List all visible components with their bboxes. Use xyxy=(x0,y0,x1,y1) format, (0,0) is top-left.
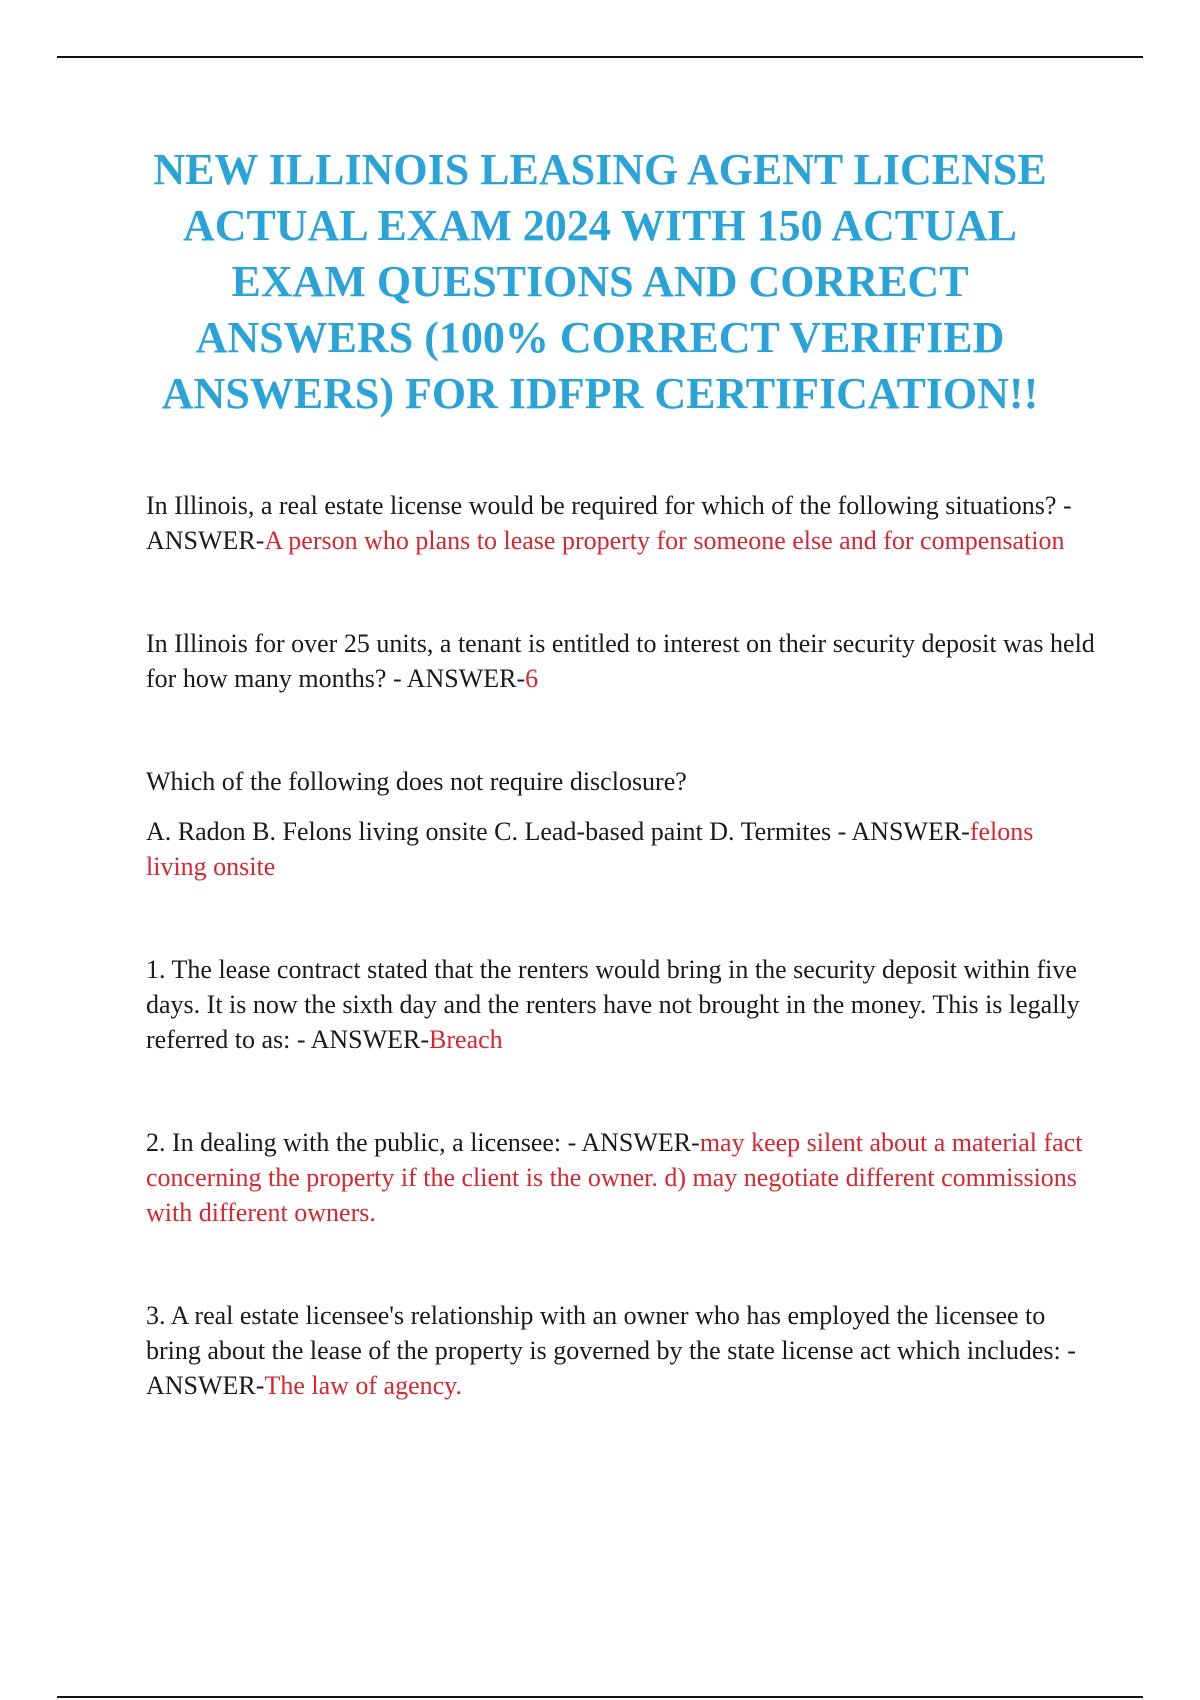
question-text: 3. A real estate licensee's relationship with an owner who has employed the licensee to bring about the lease of the property is governed by the state license act which includes: - ANSWER- xyxy=(146,1301,1076,1400)
answer-text: felons living onsite xyxy=(146,817,1034,881)
qa-item-4 xyxy=(146,952,1096,1057)
answer-text: Breach xyxy=(429,1025,503,1054)
question-text: In Illinois, a real estate license would be required for which of the following situations? - ANSWER- xyxy=(146,491,1072,555)
qa-content xyxy=(146,488,1096,1403)
top-rule xyxy=(57,56,1143,58)
question-text: Which of the following does not require disclosure? xyxy=(146,767,687,796)
answer-text: may keep silent about a material fact concerning the property if the client is the owner. d) may negotiate different commissions with different owners. xyxy=(146,1128,1083,1227)
answer-text: A person who plans to lease property for someone else and for compensation xyxy=(264,526,1065,555)
bottom-rule xyxy=(57,1696,1143,1698)
qa-item-5 xyxy=(146,1125,1096,1230)
answer-text: 6 xyxy=(525,664,539,693)
qa-item-3 xyxy=(146,764,1096,884)
qa-item-1 xyxy=(146,488,1096,558)
document-title: NEW ILLINOIS LEASING AGENT LICENSE ACTUAL EXAM 2024 WITH 150 ACTUAL EXAM QUESTIONS AND CORRECT ANSWERS (100% CORRECT VERIFIED ANSWERS) FOR IDFPR CERTIFICATION!! xyxy=(153,145,1047,418)
qa-item-2 xyxy=(146,626,1096,696)
question-text: In Illinois for over 25 units, a tenant is entitled to interest on their security deposit was held for how many months? - ANSWER- xyxy=(146,629,1095,693)
answer-text: The law of agency. xyxy=(264,1371,462,1400)
qa-item-6 xyxy=(146,1298,1096,1403)
question-text: 1. The lease contract stated that the renters would bring in the security deposit within five days. It is now the sixth day and the renters have not brought in the money. This is legally referred to as: - ANSWER- xyxy=(146,955,1080,1054)
question-options: A. Radon B. Felons living onsite C. Lead-based paint D. Termites - ANSWER- xyxy=(146,817,970,846)
question-text: 2. In dealing with the public, a licensee: - ANSWER- xyxy=(146,1128,700,1157)
